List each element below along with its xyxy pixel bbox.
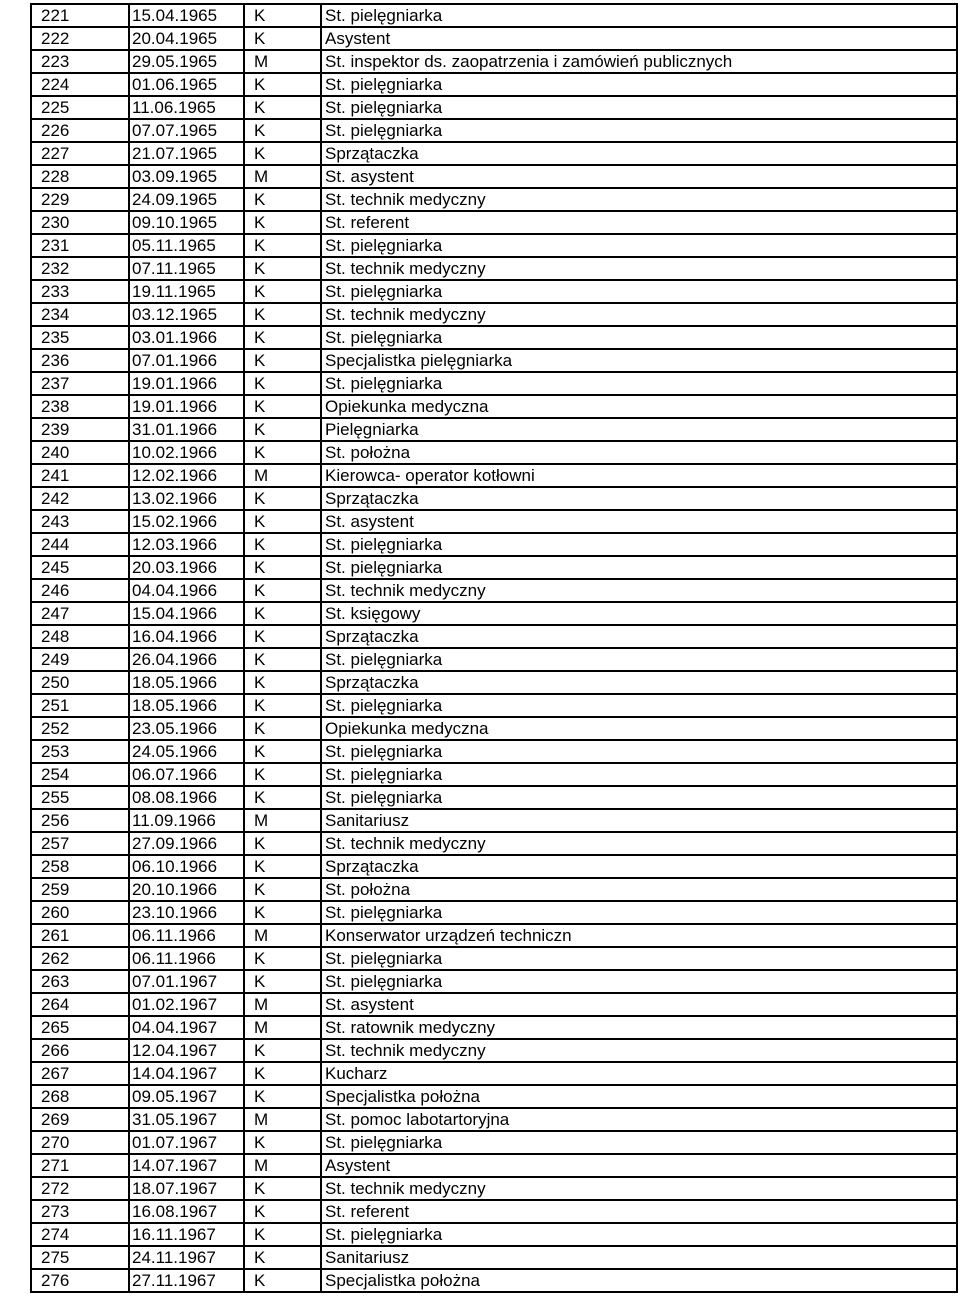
sex-cell: M (244, 165, 321, 188)
sex-cell: M (244, 1108, 321, 1131)
sex-cell: K (244, 73, 321, 96)
table-row (31, 1246, 957, 1269)
sex-cell: K (244, 970, 321, 993)
sex-cell: K (244, 740, 321, 763)
table-row (31, 579, 957, 602)
row-number: 236 (31, 349, 129, 372)
sex-cell: K (244, 1062, 321, 1085)
sex-cell: K (244, 303, 321, 326)
position-cell: St. referent (321, 211, 957, 234)
table-row (31, 855, 957, 878)
table-row (31, 73, 957, 96)
sex-cell: M (244, 1154, 321, 1177)
sex-cell: K (244, 349, 321, 372)
sex-cell: K (244, 832, 321, 855)
sex-cell: M (244, 50, 321, 73)
row-number: 253 (31, 740, 129, 763)
sex-cell: K (244, 1246, 321, 1269)
row-number: 267 (31, 1062, 129, 1085)
sex-cell: K (244, 1200, 321, 1223)
sex-cell: K (244, 4, 321, 27)
sex-cell: K (244, 602, 321, 625)
position-cell: Opiekunka medyczna (321, 717, 957, 740)
date-cell: 14.04.1967 (129, 1062, 244, 1085)
position-cell: St. asystent (321, 993, 957, 1016)
sex-cell: K (244, 556, 321, 579)
table-row (31, 1085, 957, 1108)
position-cell: Sanitariusz (321, 809, 957, 832)
sex-cell: K (244, 533, 321, 556)
row-number: 269 (31, 1108, 129, 1131)
date-cell: 15.02.1966 (129, 510, 244, 533)
sex-cell: K (244, 142, 321, 165)
date-cell: 05.11.1965 (129, 234, 244, 257)
table-row (31, 349, 957, 372)
table-row (31, 326, 957, 349)
row-number: 233 (31, 280, 129, 303)
row-number: 235 (31, 326, 129, 349)
table-row (31, 4, 957, 27)
position-cell: St. asystent (321, 165, 957, 188)
table-row (31, 1269, 957, 1292)
position-cell: St. pielęgniarka (321, 786, 957, 809)
row-number: 240 (31, 441, 129, 464)
sex-cell: K (244, 326, 321, 349)
position-cell: Asystent (321, 27, 957, 50)
table-row (31, 96, 957, 119)
row-number: 223 (31, 50, 129, 73)
date-cell: 23.10.1966 (129, 901, 244, 924)
row-number: 248 (31, 625, 129, 648)
date-cell: 01.06.1965 (129, 73, 244, 96)
table-row (31, 395, 957, 418)
date-cell: 09.05.1967 (129, 1085, 244, 1108)
date-cell: 15.04.1965 (129, 4, 244, 27)
date-cell: 07.07.1965 (129, 119, 244, 142)
sex-cell: K (244, 119, 321, 142)
sex-cell: M (244, 809, 321, 832)
row-number: 232 (31, 257, 129, 280)
date-cell: 11.09.1966 (129, 809, 244, 832)
position-cell: St. pielęgniarka (321, 970, 957, 993)
position-cell: Opiekunka medyczna (321, 395, 957, 418)
row-number: 255 (31, 786, 129, 809)
date-cell: 03.12.1965 (129, 303, 244, 326)
position-cell: St. pielęgniarka (321, 73, 957, 96)
sex-cell: K (244, 211, 321, 234)
table-row (31, 1108, 957, 1131)
position-cell: St. położna (321, 878, 957, 901)
date-cell: 06.11.1966 (129, 924, 244, 947)
row-number: 275 (31, 1246, 129, 1269)
table-row (31, 142, 957, 165)
date-cell: 06.11.1966 (129, 947, 244, 970)
table-row (31, 464, 957, 487)
date-cell: 16.04.1966 (129, 625, 244, 648)
row-number: 237 (31, 372, 129, 395)
position-cell: St. technik medyczny (321, 303, 957, 326)
date-cell: 27.09.1966 (129, 832, 244, 855)
table-row (31, 418, 957, 441)
position-cell: St. pielęgniarka (321, 740, 957, 763)
date-cell: 01.07.1967 (129, 1131, 244, 1154)
date-cell: 31.05.1967 (129, 1108, 244, 1131)
table-row (31, 1062, 957, 1085)
date-cell: 07.11.1965 (129, 257, 244, 280)
row-number: 241 (31, 464, 129, 487)
position-cell: St. pielęgniarka (321, 234, 957, 257)
row-number: 272 (31, 1177, 129, 1200)
table-row (31, 832, 957, 855)
date-cell: 13.02.1966 (129, 487, 244, 510)
sex-cell: K (244, 786, 321, 809)
position-cell: St. technik medyczny (321, 188, 957, 211)
position-cell: St. technik medyczny (321, 257, 957, 280)
table-row (31, 119, 957, 142)
table-row (31, 257, 957, 280)
table-row (31, 947, 957, 970)
position-cell: St. pielęgniarka (321, 901, 957, 924)
row-number: 247 (31, 602, 129, 625)
sex-cell: K (244, 418, 321, 441)
date-cell: 03.09.1965 (129, 165, 244, 188)
row-number: 239 (31, 418, 129, 441)
date-cell: 26.04.1966 (129, 648, 244, 671)
table-row (31, 1016, 957, 1039)
sex-cell: K (244, 694, 321, 717)
sex-cell: K (244, 441, 321, 464)
date-cell: 11.06.1965 (129, 96, 244, 119)
row-number: 270 (31, 1131, 129, 1154)
sex-cell: K (244, 1177, 321, 1200)
sex-cell: K (244, 487, 321, 510)
position-cell: Sprzątaczka (321, 142, 957, 165)
date-cell: 31.01.1966 (129, 418, 244, 441)
sex-cell: K (244, 1085, 321, 1108)
table-row (31, 50, 957, 73)
row-number: 245 (31, 556, 129, 579)
table-row (31, 1177, 957, 1200)
row-number: 246 (31, 579, 129, 602)
sex-cell: K (244, 510, 321, 533)
row-number: 257 (31, 832, 129, 855)
row-number: 229 (31, 188, 129, 211)
position-cell: St. pielęgniarka (321, 1223, 957, 1246)
position-cell: Asystent (321, 1154, 957, 1177)
table-row (31, 878, 957, 901)
row-number: 221 (31, 4, 129, 27)
sex-cell: K (244, 1039, 321, 1062)
position-cell: St. inspektor ds. zaopatrzenia i zamówień publicznych (321, 50, 957, 73)
sex-cell: K (244, 648, 321, 671)
table-row (31, 763, 957, 786)
row-number: 242 (31, 487, 129, 510)
position-cell: St. pielęgniarka (321, 4, 957, 27)
position-cell: St. pielęgniarka (321, 372, 957, 395)
table-row (31, 533, 957, 556)
date-cell: 29.05.1965 (129, 50, 244, 73)
table-row (31, 165, 957, 188)
row-number: 252 (31, 717, 129, 740)
table-row (31, 1154, 957, 1177)
position-cell: Konserwator urządzeń techniczn (321, 924, 957, 947)
date-cell: 21.07.1965 (129, 142, 244, 165)
table-row (31, 671, 957, 694)
date-cell: 19.01.1966 (129, 372, 244, 395)
date-cell: 04.04.1966 (129, 579, 244, 602)
position-cell: St. pielęgniarka (321, 96, 957, 119)
date-cell: 27.11.1967 (129, 1269, 244, 1292)
position-cell: Specjalistka położna (321, 1085, 957, 1108)
date-cell: 20.03.1966 (129, 556, 244, 579)
date-cell: 15.04.1966 (129, 602, 244, 625)
position-cell: St. pielęgniarka (321, 1131, 957, 1154)
table-row (31, 648, 957, 671)
position-cell: St. pielęgniarka (321, 533, 957, 556)
table-row (31, 1200, 957, 1223)
position-cell: St. pielęgniarka (321, 280, 957, 303)
position-cell: Kierowca- operator kotłowni (321, 464, 957, 487)
position-cell: St. technik medyczny (321, 832, 957, 855)
table-row (31, 717, 957, 740)
position-cell: Specjalistka pielęgniarka (321, 349, 957, 372)
sex-cell: K (244, 96, 321, 119)
row-number: 224 (31, 73, 129, 96)
sex-cell: K (244, 855, 321, 878)
position-cell: Pielęgniarka (321, 418, 957, 441)
table-row (31, 556, 957, 579)
position-cell: St. pielęgniarka (321, 763, 957, 786)
date-cell: 24.09.1965 (129, 188, 244, 211)
date-cell: 12.03.1966 (129, 533, 244, 556)
row-number: 256 (31, 809, 129, 832)
table-row (31, 1039, 957, 1062)
table-row (31, 809, 957, 832)
position-cell: Sanitariusz (321, 1246, 957, 1269)
table-body (31, 4, 957, 1292)
sex-cell: K (244, 1269, 321, 1292)
row-number: 263 (31, 970, 129, 993)
row-number: 227 (31, 142, 129, 165)
row-number: 266 (31, 1039, 129, 1062)
table-row (31, 970, 957, 993)
sex-cell: K (244, 234, 321, 257)
row-number: 222 (31, 27, 129, 50)
sex-cell: K (244, 188, 321, 211)
position-cell: St. pielęgniarka (321, 556, 957, 579)
position-cell: St. ratownik medyczny (321, 1016, 957, 1039)
table-row (31, 441, 957, 464)
table-row (31, 625, 957, 648)
row-number: 251 (31, 694, 129, 717)
table-row (31, 188, 957, 211)
row-number: 243 (31, 510, 129, 533)
date-cell: 16.08.1967 (129, 1200, 244, 1223)
date-cell: 18.05.1966 (129, 694, 244, 717)
position-cell: Kucharz (321, 1062, 957, 1085)
date-cell: 14.07.1967 (129, 1154, 244, 1177)
table-row (31, 280, 957, 303)
row-number: 238 (31, 395, 129, 418)
table-row (31, 602, 957, 625)
sex-cell: K (244, 671, 321, 694)
date-cell: 19.01.1966 (129, 395, 244, 418)
date-cell: 07.01.1966 (129, 349, 244, 372)
sex-cell: M (244, 464, 321, 487)
position-cell: St. pielęgniarka (321, 326, 957, 349)
table-row (31, 740, 957, 763)
position-cell: St. pielęgniarka (321, 694, 957, 717)
table-row (31, 694, 957, 717)
table-row (31, 1223, 957, 1246)
date-cell: 19.11.1965 (129, 280, 244, 303)
sex-cell: K (244, 878, 321, 901)
date-cell: 24.05.1966 (129, 740, 244, 763)
sex-cell: K (244, 1223, 321, 1246)
row-number: 254 (31, 763, 129, 786)
row-number: 258 (31, 855, 129, 878)
sex-cell: M (244, 993, 321, 1016)
table-row (31, 510, 957, 533)
row-number: 262 (31, 947, 129, 970)
sex-cell: M (244, 924, 321, 947)
row-number: 234 (31, 303, 129, 326)
row-number: 273 (31, 1200, 129, 1223)
row-number: 268 (31, 1085, 129, 1108)
sex-cell: K (244, 625, 321, 648)
sex-cell: K (244, 27, 321, 50)
position-cell: St. referent (321, 1200, 957, 1223)
table-row (31, 901, 957, 924)
row-number: 265 (31, 1016, 129, 1039)
date-cell: 18.07.1967 (129, 1177, 244, 1200)
position-cell: St. pomoc labotartoryjna (321, 1108, 957, 1131)
row-number: 271 (31, 1154, 129, 1177)
date-cell: 12.04.1967 (129, 1039, 244, 1062)
sex-cell: K (244, 763, 321, 786)
date-cell: 03.01.1966 (129, 326, 244, 349)
date-cell: 08.08.1966 (129, 786, 244, 809)
table-row (31, 1131, 957, 1154)
date-cell: 10.02.1966 (129, 441, 244, 464)
table-row (31, 27, 957, 50)
row-number: 250 (31, 671, 129, 694)
date-cell: 18.05.1966 (129, 671, 244, 694)
date-cell: 06.10.1966 (129, 855, 244, 878)
date-cell: 16.11.1967 (129, 1223, 244, 1246)
table-row (31, 303, 957, 326)
position-cell: St. pielęgniarka (321, 119, 957, 142)
position-cell: St. asystent (321, 510, 957, 533)
sex-cell: K (244, 717, 321, 740)
row-number: 259 (31, 878, 129, 901)
table-row (31, 372, 957, 395)
table-row (31, 786, 957, 809)
date-cell: 04.04.1967 (129, 1016, 244, 1039)
position-cell: Specjalistka położna (321, 1269, 957, 1292)
position-cell: Sprzątaczka (321, 487, 957, 510)
row-number: 230 (31, 211, 129, 234)
sex-cell: K (244, 1131, 321, 1154)
date-cell: 23.05.1966 (129, 717, 244, 740)
position-cell: St. księgowy (321, 602, 957, 625)
position-cell: St. technik medyczny (321, 1177, 957, 1200)
row-number: 276 (31, 1269, 129, 1292)
position-cell: Sprzątaczka (321, 671, 957, 694)
position-cell: St. technik medyczny (321, 1039, 957, 1062)
position-cell: St. położna (321, 441, 957, 464)
sex-cell: K (244, 395, 321, 418)
date-cell: 12.02.1966 (129, 464, 244, 487)
table-row (31, 487, 957, 510)
sex-cell: K (244, 280, 321, 303)
position-cell: St. pielęgniarka (321, 648, 957, 671)
table-row (31, 993, 957, 1016)
position-cell: Sprzątaczka (321, 855, 957, 878)
sex-cell: K (244, 901, 321, 924)
date-cell: 24.11.1967 (129, 1246, 244, 1269)
row-number: 231 (31, 234, 129, 257)
row-number: 261 (31, 924, 129, 947)
row-number: 225 (31, 96, 129, 119)
sex-cell: M (244, 1016, 321, 1039)
date-cell: 20.10.1966 (129, 878, 244, 901)
row-number: 249 (31, 648, 129, 671)
table-row (31, 924, 957, 947)
row-number: 260 (31, 901, 129, 924)
employee-table (30, 3, 958, 1293)
date-cell: 20.04.1965 (129, 27, 244, 50)
date-cell: 01.02.1967 (129, 993, 244, 1016)
position-cell: Sprzątaczka (321, 625, 957, 648)
sex-cell: K (244, 257, 321, 280)
row-number: 244 (31, 533, 129, 556)
row-number: 226 (31, 119, 129, 142)
row-number: 264 (31, 993, 129, 1016)
sex-cell: K (244, 579, 321, 602)
row-number: 228 (31, 165, 129, 188)
position-cell: St. pielęgniarka (321, 947, 957, 970)
row-number: 274 (31, 1223, 129, 1246)
date-cell: 06.07.1966 (129, 763, 244, 786)
date-cell: 07.01.1967 (129, 970, 244, 993)
sex-cell: K (244, 947, 321, 970)
date-cell: 09.10.1965 (129, 211, 244, 234)
position-cell: St. technik medyczny (321, 579, 957, 602)
sex-cell: K (244, 372, 321, 395)
table-row (31, 234, 957, 257)
table-row (31, 211, 957, 234)
